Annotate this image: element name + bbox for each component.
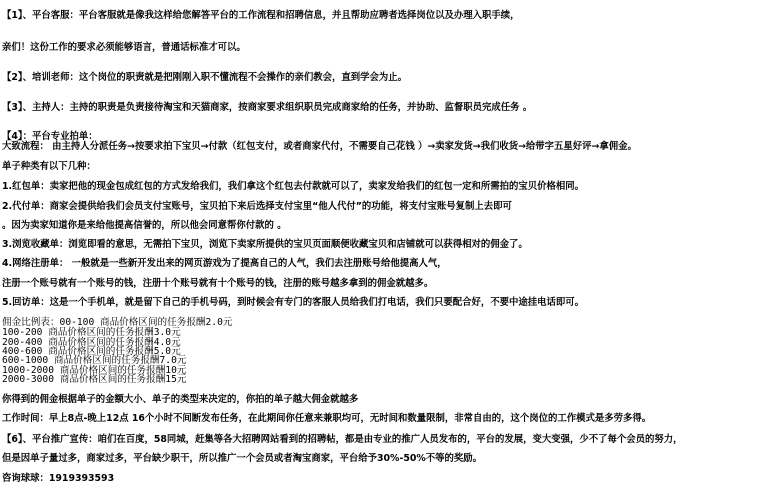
order-type-callback: 5.回访单：这是一个手机单，就是留下自己的手机号码，到时候会有专门的客服人员给我们打电话，我们只要配合好，不要中途挂电话即可。 xyxy=(2,297,584,308)
order-type-browse: 3.浏览收藏单：浏览即看的意思，无需拍下宝贝，浏览下卖家所提供的宝贝页面顺便收藏宝贝和店铺就可以获得相对的佣金了。 xyxy=(2,239,528,250)
order-type-red-packet: 1.红包单：卖家把他的现金包成红包的方式发给我们，我们拿这个红包去付款就可以了，卖家发给我们的红包一定和所需拍的宝贝价格相同。 xyxy=(2,181,584,192)
commission-row: 600-1000 商品价格区间的任务报酬7.0元 xyxy=(2,355,187,366)
order-type-register: 4.网络注册单： 一般就是一些新开发出来的网页游戏为了提高自己的人气，我们去注册账号给他提高人气， xyxy=(2,258,447,269)
section-4-heading: 【4】：平台专业拍单： xyxy=(2,131,98,142)
commission-row: 2000-3000 商品价格区间的任务报酬15元 xyxy=(2,374,187,385)
commission-table-heading: 佣金比例表：00-100 商品价格区间的任务报酬2.0元 xyxy=(2,317,233,328)
section-3-host: 【3】、主持人：主持的职责是负责接待淘宝和天猫商家，按商家要求组织职员完成商家给的任务，并协助、监督职员完成任务 。 xyxy=(2,102,533,113)
commission-row: 100-200 商品价格区间的任务报酬3.0元 xyxy=(2,327,181,338)
section-1-customer-service: 【1】、平台客服：平台客服就是像我这样给您解答平台的工作流程和招聘信息，并且帮助应聘者选择岗位以及办理入职手续， xyxy=(2,10,520,21)
commission-row: 400-600 商品价格区间的任务报酬5.0元 xyxy=(2,346,181,357)
section-6-promotion: 【6】、平台推广宣传：咱们在百度，58同城，赶集等各大招聘网站看到的招聘帖，都是由专业的推广人员发布的，平台的发展，变大变强，少不了每个会员的努力， xyxy=(2,434,683,445)
order-type-proxy-pay-note: 。因为卖家知道你是来给他提高信誉的，所以他会同意帮你付款的 。 xyxy=(2,220,287,231)
working-hours: 工作时间：早上8点-晚上12点 16个小时不间断发布任务，在此期间你任意来兼职均可，无时间和数量限制，非常自由的，这个岗位的工作模式是多劳多得。 xyxy=(2,413,652,424)
order-type-register-note: 注册一个账号就有一个账号的钱，注册十个账号就有十个账号的钱，注册的账号越多拿到的佣金就越多。 xyxy=(2,278,434,289)
order-types-heading: 单子种类有以下几种： xyxy=(2,161,96,172)
commission-row: 1000-2000 商品价格区间的任务报酬10元 xyxy=(2,365,187,376)
section-2-trainer: 【2】、培训老师：这个岗位的职责就是把刚刚入职不懂流程不会操作的亲们教会，直到学会为止。 xyxy=(2,72,407,83)
section-1-requirement: 亲们！这份工作的要求必须能够语言，普通话标准才可以。 xyxy=(2,42,246,53)
section-6-reward: 但是因单子量过多，商家过多，平台缺少职干，所以推广一个会员或者淘宝商家，平台给予30%-50%不等的奖励。 xyxy=(2,453,483,464)
order-type-proxy-pay: 2.代付单：商家会提供给我们会员支付宝账号，宝贝拍下来后选择支付宝里“他人代付”的功能，将支付宝账号复制上去即可 xyxy=(2,201,512,212)
commission-note: 你得到的佣金根据单子的金额大小、单子的类型来决定的，你拍的单子越大佣金就越多 xyxy=(2,394,359,405)
contact-info: 咨询球球：1919393593 xyxy=(2,473,115,484)
section-4-process: 大致流程： 由主持人分派任务→按要求拍下宝贝→付款（红包支付，或者商家代付，不需要自己花钱 ）→卖家发货→我们收货→给带字五星好评→拿佣金。 xyxy=(2,141,637,152)
commission-row: 200-400 商品价格区间的任务报酬4.0元 xyxy=(2,337,181,348)
